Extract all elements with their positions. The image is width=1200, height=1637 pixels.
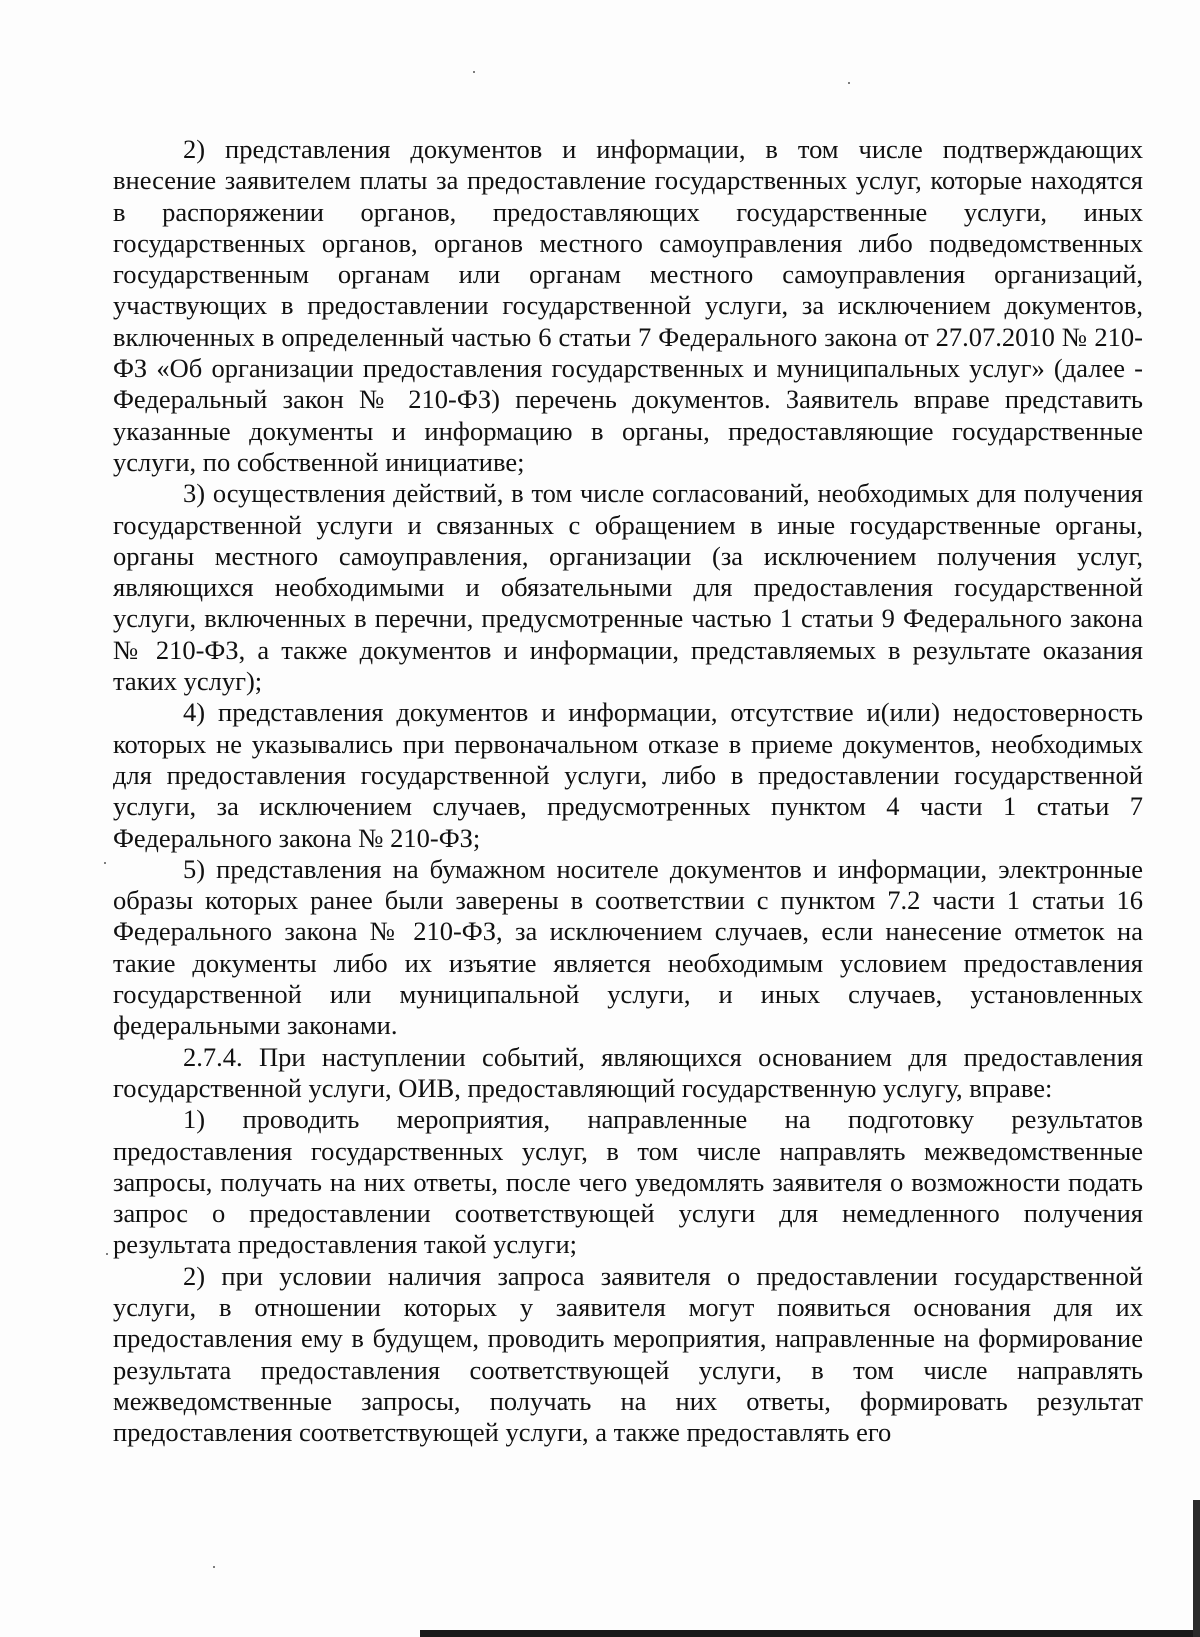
- scan-speck: [104, 862, 106, 864]
- scan-border-right: [1193, 1500, 1200, 1637]
- scan-speck: [213, 1566, 215, 1568]
- scan-speck: [848, 82, 850, 84]
- paragraph-item-2: 2) представления документов и информации, в том числе подтверждающих внесение заявителем платы за предоставление государственных услуг, которые находятся в распоряжении органов, предоставляющих государственные услуги, иных государственных органов, органов местного самоуправления либо подведомственных государственным органам или органам местного самоуправления организаций, участвующих в предоставлении государственной услуги, за исключением документов, включенных в определенный частью 6 статьи 7 Федерального закона от 27.07.2010 № 210-ФЗ «Об организации предоставления государственных и муниципальных услуг» (далее - Федеральный закон № 210-ФЗ) перечень документов. Заявитель вправе представить указанные документы и информацию в органы, предоставляющие государственные услуги, по собственной инициативе;: [113, 134, 1143, 477]
- paragraph-subitem-2: 2) при условии наличия запроса заявителя о предоставлении государственной услуги, в отношении которых у заявителя могут появиться основания для их предоставления ему в будущем, проводить мероприятия, направленные на формирование результата предоставления соответствующей услуги, в том числе направлять межведомственные запросы, получать на них ответы, формировать результат предоставления соответствующей услуги, а также предоставлять его: [113, 1260, 1143, 1448]
- paragraph-item-4: 4) представления документов и информации, отсутствие и(или) недостоверность которых не указывались при первоначальном отказе в приеме документов, необходимых для предоставления государственной услуги, либо в предоставлении государственной услуги, за исключением случаев, предусмотренных пунктом 4 части 1 статьи 7 Федерального закона № 210-ФЗ;: [113, 697, 1143, 853]
- document-body: [113, 134, 1143, 1448]
- paragraph-subitem-1: 1) проводить мероприятия, направленные на подготовку результатов предоставления государственных услуг, в том числе направлять межведомственные запросы, получать на них ответы, после чего уведомлять заявителя о возможности подать запрос о предоставлении соответствующей услуги для немедленного получения результата предоставления такой услуги;: [113, 1104, 1143, 1260]
- scan-speck: [473, 71, 475, 73]
- scan-speck: [106, 1253, 108, 1255]
- paragraph-section-2-7-4: 2.7.4. При наступлении событий, являющихся основанием для предоставления государственной услуги, ОИВ, предоставляющий государственную услугу, вправе:: [113, 1041, 1143, 1103]
- scan-border-bottom: [420, 1630, 1200, 1637]
- paragraph-item-5: 5) представления на бумажном носителе документов и информации, электронные образы которых ранее были заверены в соответствии с пунктом 7.2 части 1 статьи 16 Федерального закона № 210-ФЗ, за исключением случаев, если нанесение отметок на такие документы либо их изъятие является необходимым условием предоставления государственной или муниципальной услуги, и иных случаев, установленных федеральными законами.: [113, 853, 1143, 1041]
- paragraph-item-3: 3) осуществления действий, в том числе согласований, необходимых для получения государственной услуги и связанных с обращением в иные государственные органы, органы местного самоуправления, организации (за исключением получения услуг, являющихся необходимыми и обязательными для предоставления государственной услуги, включенных в перечни, предусмотренные частью 1 статьи 9 Федерального закона № 210-ФЗ, а также документов и информации, представляемых в результате оказания таких услуг);: [113, 478, 1143, 697]
